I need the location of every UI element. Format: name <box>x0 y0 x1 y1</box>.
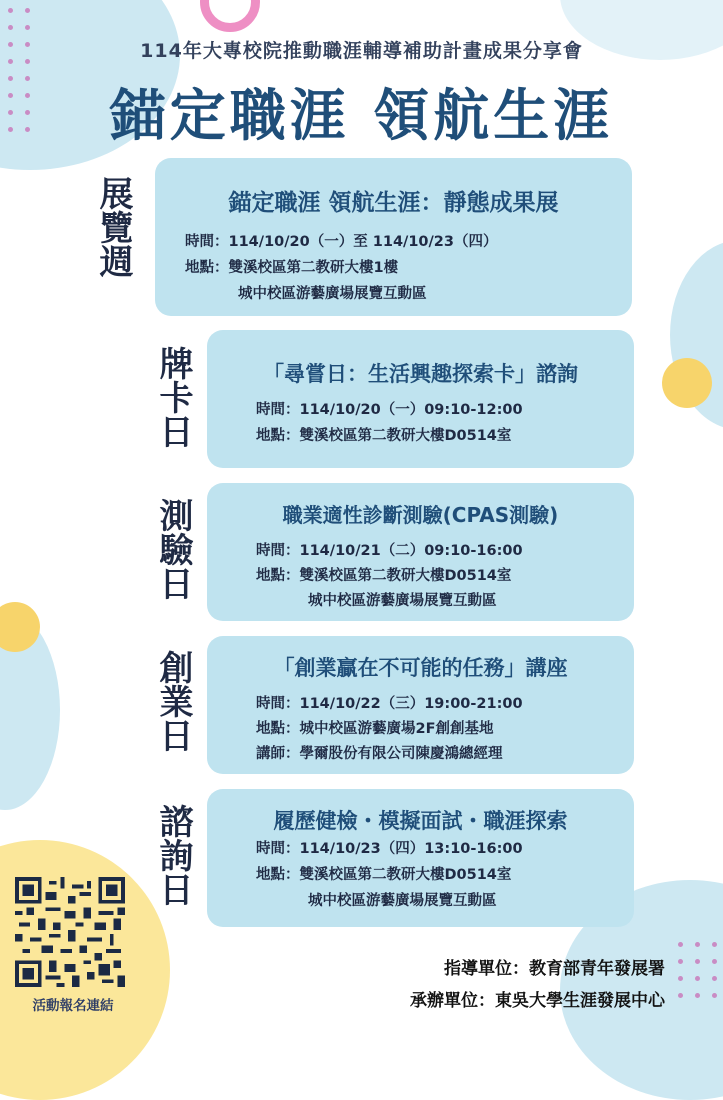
event-label-text: 牌卡日 <box>153 346 193 448</box>
event-heading: 「創業贏在不可能的任務」講座 <box>273 656 568 680</box>
event-time: 時間：114/10/23（四）13:10-16:00 <box>256 841 523 857</box>
event-location-2: 城中校區游藝廣場展覽互動區 <box>238 286 427 302</box>
event-card <box>155 158 632 316</box>
event-label <box>154 804 194 906</box>
event-time: 時間：114/10/20（一）至 114/10/23（四） <box>185 234 498 250</box>
event-location: 地點：雙溪校區第二教研大樓D0514室 <box>256 867 512 883</box>
qr-label: 活動報名連結 <box>32 998 114 1014</box>
bg-ring-top <box>200 0 260 32</box>
event-location: 地點：雙溪校區第二教研大樓1樓 <box>185 260 399 276</box>
event-label-text: 諮詢日 <box>153 804 193 906</box>
event-heading: 履歷健檢・模擬面試・職涯探索 <box>273 809 568 833</box>
event-heading: 「尋嘗日：生活興趣探索卡」諮詢 <box>263 362 578 386</box>
event-location: 地點：雙溪校區第二教研大樓D0514室 <box>256 568 512 584</box>
event-card <box>207 636 634 774</box>
event-location: 地點：雙溪校區第二教研大樓D0514室 <box>256 428 512 444</box>
event-label-text: 測驗日 <box>153 498 193 600</box>
event-card <box>207 789 634 927</box>
event-location-2: 城中校區游藝廣場展覽互動區 <box>308 893 497 909</box>
footer-host-unit: 承辦單位：東吳大學生涯發展中心 <box>410 991 665 1011</box>
event-heading: 錨定職涯 領航生涯：靜態成果展 <box>228 190 559 216</box>
event-label <box>154 498 194 600</box>
event-label <box>94 176 134 278</box>
event-label-text: 創業日 <box>153 650 193 752</box>
page-subtitle: 114年大專校院推動職涯輔導補助計畫成果分享會 <box>140 40 583 62</box>
event-card <box>207 483 634 621</box>
bg-circle-yellow-right <box>662 358 712 408</box>
dot-grid-bottom-right <box>678 942 717 998</box>
event-time: 時間：114/10/21（二）09:10-16:00 <box>256 543 523 559</box>
event-heading: 職業適性診斷測驗(CPAS測驗) <box>282 503 559 527</box>
event-label <box>154 346 194 448</box>
event-speaker: 講師：學爾股份有限公司陳慶鴻總經理 <box>256 746 503 762</box>
event-label <box>154 650 194 752</box>
footer-guide-unit: 指導單位：教育部青年發展署 <box>444 959 665 979</box>
event-location-2: 城中校區游藝廣場展覽互動區 <box>308 593 497 609</box>
event-time: 時間：114/10/20（一）09:10-12:00 <box>256 402 523 418</box>
event-card <box>207 330 634 468</box>
registration-qr-code[interactable] <box>14 877 126 987</box>
event-time: 時間：114/10/22（三）19:00-21:00 <box>256 696 523 712</box>
event-label-text: 展覽週 <box>93 176 133 278</box>
page-title: 錨定職涯 領航生涯 <box>109 84 614 149</box>
event-location: 地點：城中校區游藝廣場2F創創基地 <box>256 721 494 737</box>
